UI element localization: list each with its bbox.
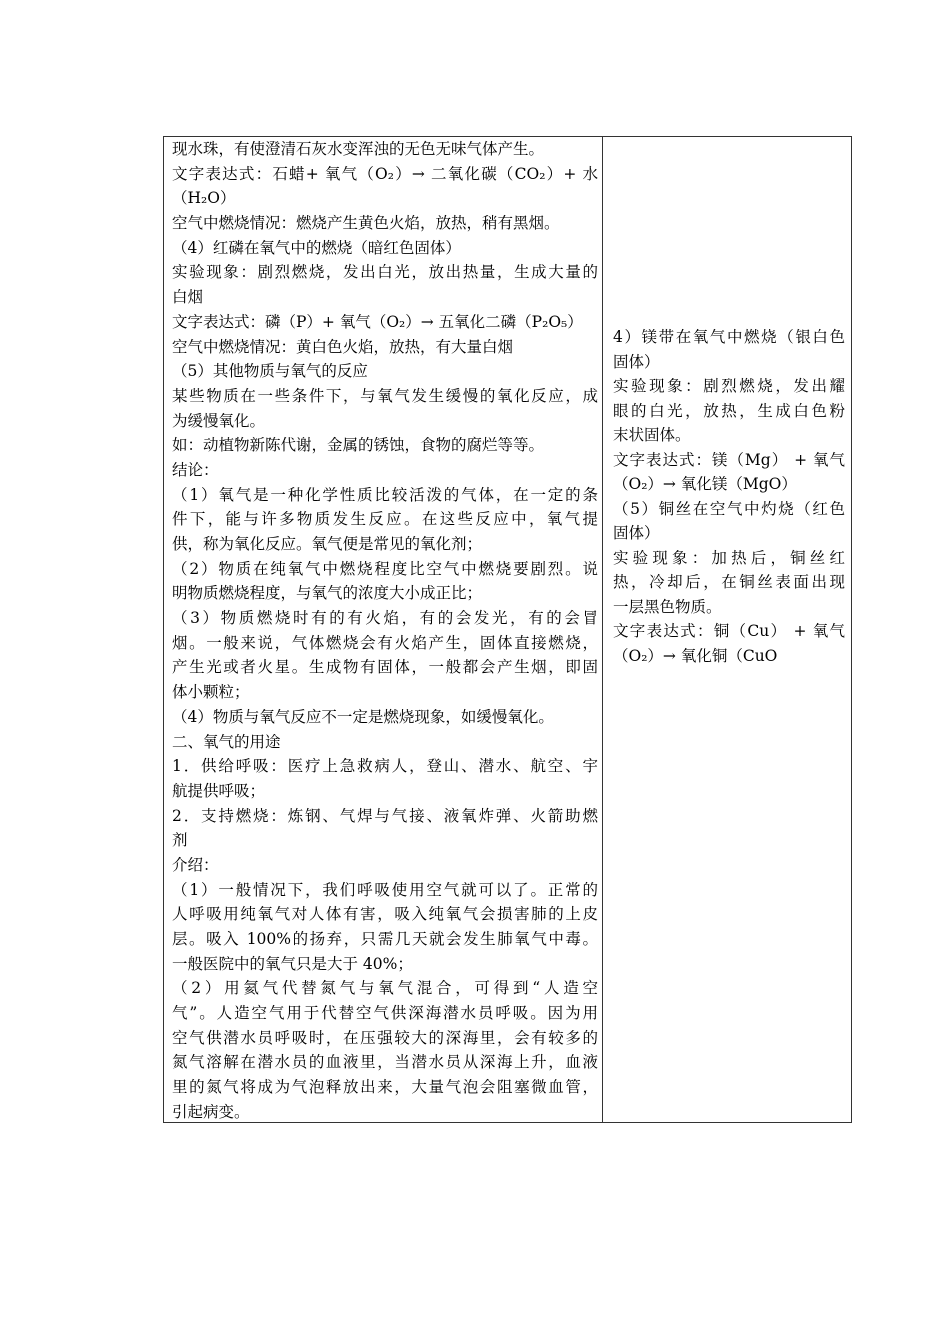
right-line: 一层黑色物质。: [613, 597, 722, 616]
left-line: 白烟: [172, 288, 204, 307]
right-line: 文字表达式：镁（Mg） + 氧气: [613, 450, 845, 469]
right-line: （O₂）→ 氧化铜（CuO: [613, 646, 778, 665]
left-line: （2）物质在纯氧气中燃烧程度比空气中燃烧要剧烈。说: [172, 559, 598, 578]
left-line: 如：动植物新陈代谢，金属的锈蚀，食物的腐烂等等。: [172, 436, 545, 455]
right-line: 末状固体。: [613, 426, 691, 444]
left-line: 体小颗粒；: [172, 683, 250, 702]
right-line: 固体）: [613, 524, 660, 542]
left-line: 文字表达式：石蜡+ 氧气（O₂）→ 二氧化碳（CO₂）+ 水: [172, 164, 598, 183]
left-line: 人呼吸用纯氧气对人体有害，吸入纯氧气会损害肺的上皮: [172, 905, 598, 924]
left-line: 氮气溶解在潜水员的血液里，当潜水员从深海上升，血液: [172, 1053, 598, 1072]
left-line: （H₂O）: [172, 189, 236, 208]
left-line: 航提供呼吸；: [172, 781, 266, 800]
right-column: [613, 325, 845, 668]
left-line: 1．供给呼吸：医疗上急救病人，登山、潜水、航空、宇: [172, 757, 598, 776]
left-line: 产生光或者火星。生成物有固体，一般都会产生烟，即固: [172, 658, 598, 677]
left-line: 实验现象：剧烈燃烧，发出白光，放出热量，生成大量的: [172, 263, 598, 282]
left-column: [172, 137, 598, 1125]
left-line: 一般医院中的氧气只是大于 40%；: [172, 954, 413, 973]
left-line: （2）用氦气代替氮气与氧气混合，可得到“人造空: [172, 979, 598, 998]
left-line: 为缓慢氧化。: [172, 411, 266, 430]
left-line: （1）一般情况下，我们呼吸使用空气就可以了。正常的: [172, 880, 598, 899]
left-line: 层。吸入 100%的扬弃，只需几天就会发生肺氧气中毒。: [172, 930, 598, 948]
left-line: 空气中燃烧情况：黄白色火焰，放热，有大量白烟: [172, 337, 514, 356]
right-line: （O₂）→ 氧化镁（MgO）: [613, 475, 797, 493]
left-line: 明物质燃烧程度，与氧气的浓度大小成正比；: [172, 584, 483, 603]
right-line: 固体）: [613, 352, 660, 371]
left-line: （4）红磷在氧气中的燃烧（暗红色固体）: [172, 238, 461, 257]
left-line: （5）其他物质与氧气的反应: [172, 362, 368, 381]
right-line: 眼的白光，放热，生成白色粉: [613, 401, 845, 420]
left-line: 空气供潜水员呼吸时，在压强较大的深海里，会有较多的: [172, 1028, 598, 1047]
right-line: 实验现象：加热后，铜丝红: [613, 548, 845, 567]
left-line: 件下，能与许多物质发生反应。在这些反应中，氧气提: [172, 510, 598, 529]
content-table: [163, 136, 852, 1123]
column-divider: [602, 137, 603, 1122]
right-line: 文字表达式：铜（Cu） + 氧气: [613, 622, 845, 640]
left-line: 现水珠，有使澄清石灰水变浑浊的无色无味气体产生。: [172, 140, 545, 158]
left-line: 二、氧气的用途: [172, 732, 281, 751]
right-line: 4）镁带在氧气中燃烧（银白色: [613, 328, 845, 346]
left-line: 里的氮气将成为气泡释放出来，大量气泡会阻塞微血管，: [172, 1078, 598, 1097]
left-line: 引起病变。: [172, 1102, 250, 1121]
left-line: 空气中燃烧情况：燃烧产生黄色火焰，放热，稍有黑烟。: [172, 214, 560, 233]
left-line: （1）氧气是一种化学性质比较活泼的气体，在一定的条: [172, 485, 598, 504]
left-line: （3）物质燃烧时有的有火焰，有的会发光，有的会冒: [172, 609, 598, 628]
left-line: 供，称为氧化反应。氧气便是常见的氧化剂；: [172, 535, 483, 553]
left-line: 结论：: [172, 460, 219, 479]
right-line: （5）铜丝在空气中灼烧（红色: [613, 499, 845, 518]
left-line: 烟。一般来说，气体燃烧会有火焰产生，固体直接燃烧，: [172, 633, 598, 652]
left-line: 介绍：: [172, 855, 219, 874]
left-line: 剂: [172, 831, 188, 850]
right-line: 实验现象：剧烈燃烧，发出耀: [613, 377, 845, 395]
left-line: 文字表达式：磷（P）+ 氧气（O₂）→ 五氧化二磷（P₂O₅）: [172, 312, 583, 331]
right-line: 热，冷却后，在铜丝表面出现: [613, 573, 845, 591]
left-line: 气”。人造空气用于代替空气供深海潜水员呼吸。因为用: [172, 1004, 598, 1023]
left-line: （4）物质与氧气反应不一定是燃烧现象，如缓慢氧化。: [172, 707, 554, 726]
left-line: 2．支持燃烧：炼钢、气焊与气接、液氧炸弹、火箭助燃: [172, 806, 598, 825]
left-line: 某些物质在一些条件下，与氧气发生缓慢的氧化反应，成: [172, 386, 598, 405]
